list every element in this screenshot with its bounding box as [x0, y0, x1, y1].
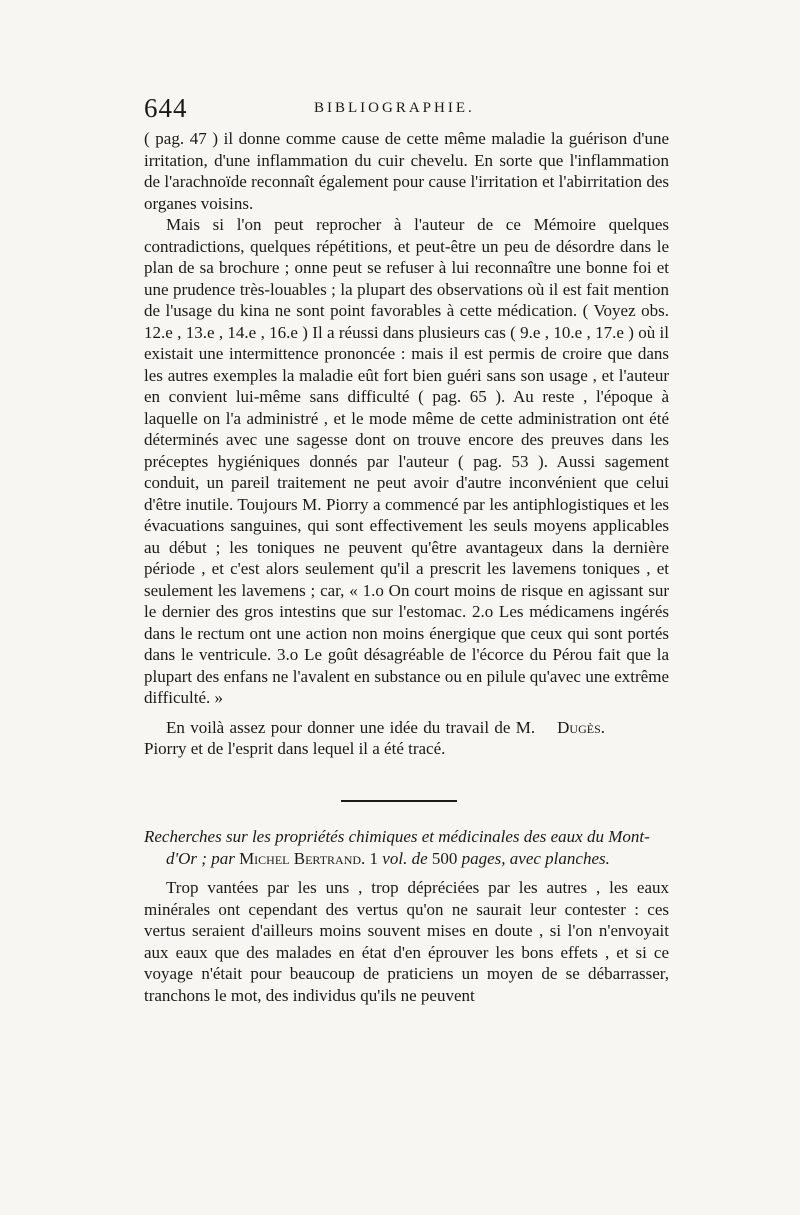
volume-count: 1 [369, 848, 379, 868]
section-divider [341, 800, 457, 802]
paragraph-continuation: ( pag. 47 ) il donne comme cause de cette même maladie la guérison d'une irritation, d'une inflammation du cuir chevelu. En sorte que l'inflammation de l'arachnoïde reconnaît également pour cause l'irritation et l'abirritation des organes voisins. [144, 129, 669, 213]
running-title: BIBLIOGRAPHIE. [314, 100, 475, 116]
review-title-text: Recherches sur les propriétés chimiques et médicinales des eaux du Mont-d'Or ; par [144, 827, 650, 868]
paragraph-main: Mais si l'on peut reprocher à l'auteur de ce Mémoire quelques contradictions, quelques répétitions, et peut-être un peu de désordre dans le plan de sa brochure ; onne peut se refuser à lui reconnaître une bonne foi et une prudence très-louables ; la plupart des observations où il est fait mention de l'usage du kina ne sont point favorables à cette médication. ( Voyez obs. 12.e , 13.e , 14.e , 16.e ) Il a réussi dans plusieurs cas ( 9.e , 10.e , 17.e ) où il existait une intermittence prononcée : mais il est permis de croire que dans les autres exemples la maladie eût fort bien guéri sans son usage , et l'auteur en convient lui-même sans difficulté ( pag. 65 ). Au reste , l'époque à laquelle on l'a administré , et le mode même de cette administration ont été déterminés avec une sagesse dont on trouve encore des preuves dans les préceptes hygiéniques donnés par l'auteur ( pag. 53 ). Aussi sagement conduit, un pareil traitement ne peut avoir d'autre inconvénient que celui d'être inutile. Toujours M. Piorry a commencé par les antiphlogistiques et les évacuations sanguines, qui sont effectivement les seuls moyens applicables au début ; les toniques ne peuvent qu'être avantageux dans la dernière période , et c'est alors seulement qu'il a prescrit les lavemens toniques , et seulement les lavemens ; car, « 1.o On court moins de risque en agissant sur le dernier des gros intestins que sur l'estomac. 2.o Les médicamens ingérés dans le rectum ont une action non moins énergique que ceux qui sont portés dans le ventricule. 3.o Le goût désagréable de l'écorce du Pérou fait que la plupart des enfans ne l'avalent en substance ou en pilule qu'avec une extrême difficulté. » [144, 215, 669, 707]
page-number: 644 [144, 93, 188, 123]
page-count: 500 [431, 848, 458, 868]
closing-text: En voilà assez pour donner une idée du travail de M. Piorry et de l'esprit dans lequel il a été tracé. [144, 717, 536, 758]
volume-label: vol. de [382, 848, 428, 868]
next-review [144, 826, 669, 1006]
closing-paragraph [144, 717, 669, 760]
review-paragraph: Trop vantées par les uns , trop dépréciées par les autres , les eaux minérales ont cependant des vertus qu'on ne saurait leur contester : ces vertus seraient d'ailleurs moins souvent mises en doute , si l'on n'envoyait aux eaux que des malades en état d'en éprouver les bons effets , et si ce voyage n'était pour beaucoup de praticiens un moyen de se débarrasser, tranchons le mot, des individus qu'ils ne peuvent [144, 878, 669, 1005]
pages-label: pages, avec planches. [461, 848, 610, 868]
author-signature: Dugès. [557, 717, 605, 737]
page-header [144, 92, 669, 124]
review-author: Michel Bertrand. [239, 848, 366, 868]
review-title [144, 826, 669, 869]
review-body [144, 128, 669, 760]
